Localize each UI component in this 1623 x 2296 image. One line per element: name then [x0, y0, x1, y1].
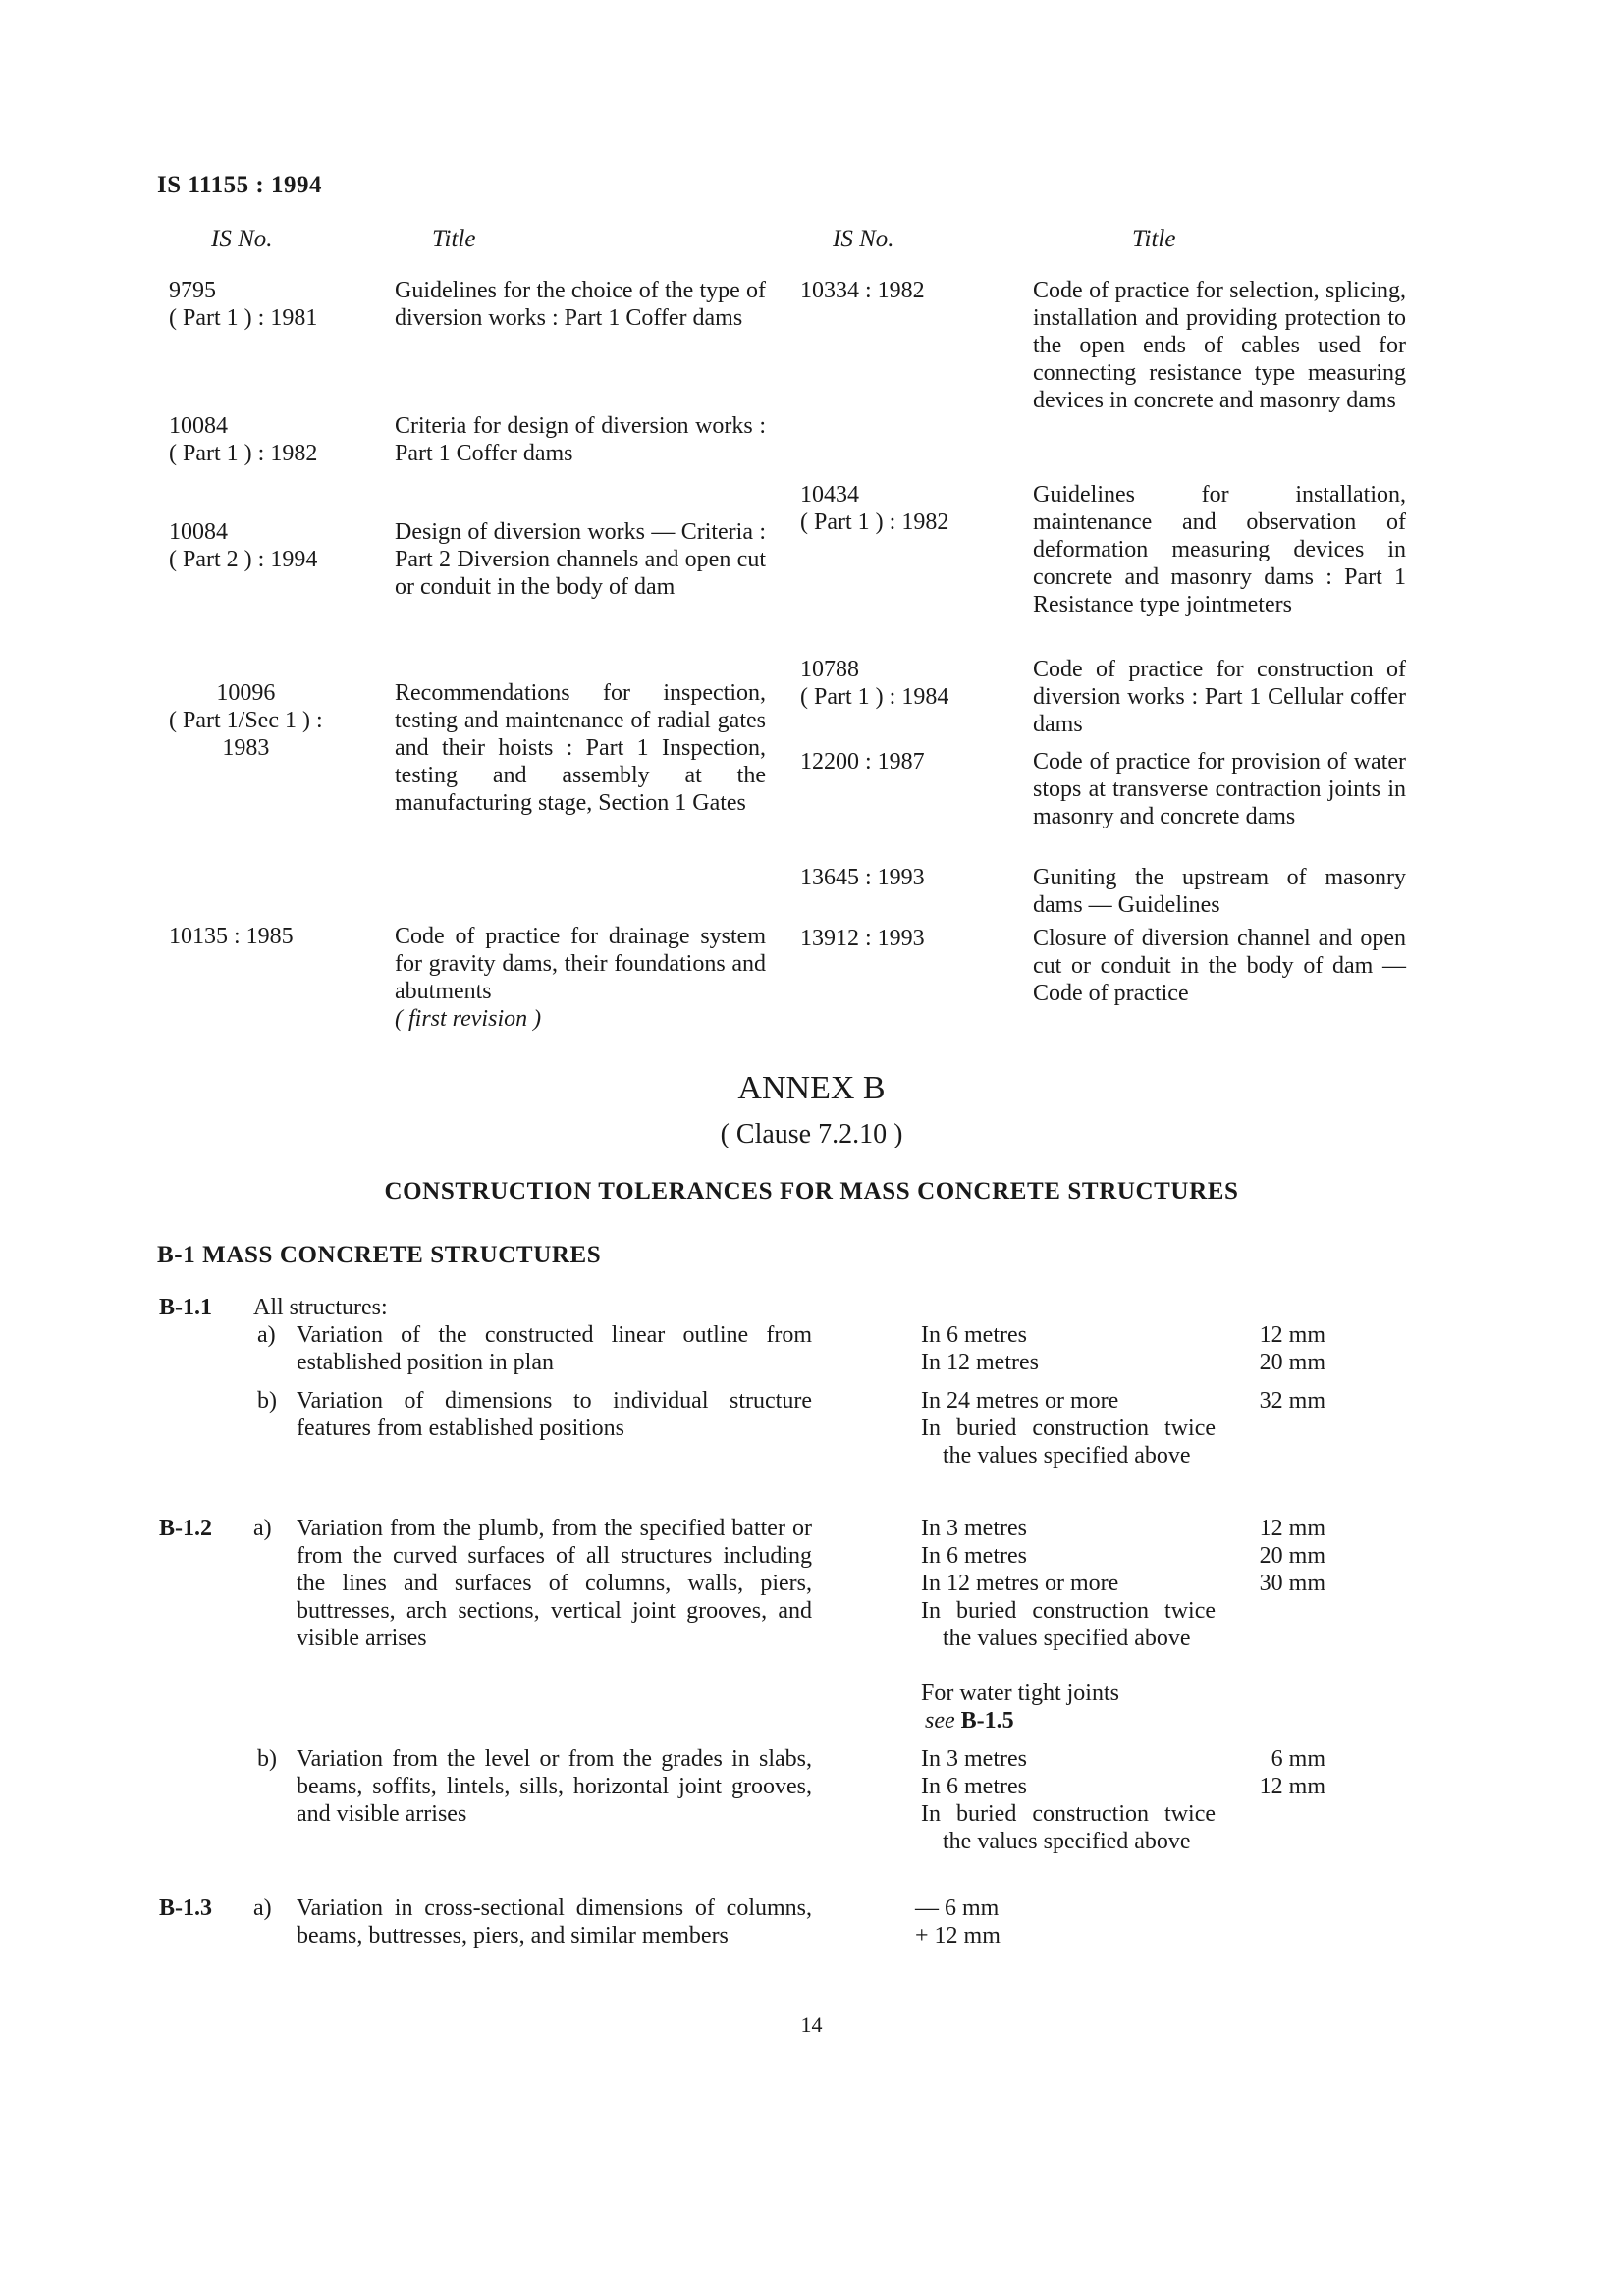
- left-isno-header: IS No.: [211, 226, 273, 252]
- annex-title: ANNEX B: [737, 1070, 886, 1106]
- item-text-b11a: Variation of the constructed linear outline from established position in plan: [297, 1322, 812, 1375]
- annex-heading: CONSTRUCTION TOLERANCES FOR MASS CONCRETE STRUCTURES: [384, 1178, 1239, 1204]
- ref-isno-13912: 13912 : 1993: [800, 926, 925, 951]
- cond-b12a-3: In 12 metres or more: [921, 1571, 1119, 1596]
- ref-title-13912: Closure of diversion channel and open cut or conduit in the body of dam — Code of practice: [1033, 926, 1406, 1006]
- revision-note: ( first revision ): [395, 1006, 542, 1032]
- clause-label-b13: B-1.3: [159, 1896, 212, 1921]
- ref-title-10096: Recommendations for inspection, testing and maintenance of radial gates and their hoists : Part 1 Inspection, testing and assembly at the manufacturing stage, Section 1 Gates: [395, 680, 766, 816]
- value-b13a-plus: + 12 mm: [915, 1923, 1001, 1949]
- cond-b12a-water: For water tight joints: [921, 1681, 1119, 1706]
- ref-isno-10135: 10135 : 1985: [169, 924, 294, 949]
- ref-title-12200: Code of practice for provision of water stops at transverse contraction joints in masonry and concrete dams: [1033, 749, 1406, 829]
- annex-clause: ( Clause 7.2.10 ): [720, 1119, 903, 1149]
- value-b12a-3: 30 mm: [1259, 1571, 1325, 1596]
- item-label-b12b: b): [257, 1746, 277, 1772]
- ref-isno-9795: 9795 ( Part 1 ) : 1981: [169, 278, 318, 331]
- right-title-header: Title: [1132, 226, 1176, 252]
- ref-title-10084-2: Design of diversion works — Criteria : Part 2 Diversion channels and open cut or conduit in the body of dam: [395, 519, 766, 600]
- cond-b12b-buried: In buried construction twice the values specified above: [921, 1801, 1216, 1854]
- cond-b11a-1: In 6 metres: [921, 1322, 1027, 1348]
- value-b13a-minus: — 6 mm: [915, 1896, 1000, 1921]
- item-text-b12b: Variation from the level or from the grades in slabs, beams, soffits, lintels, sills, horizontal joint grooves, and visible arrises: [297, 1746, 812, 1827]
- ref-isno-10334: 10334 : 1982: [800, 278, 925, 303]
- item-label-b11b: b): [257, 1388, 277, 1414]
- ref-title-10084-1: Criteria for design of diversion works : Part 1 Coffer dams: [395, 413, 766, 466]
- item-label-b12a: a): [253, 1516, 272, 1541]
- ref-title-10788: Code of practice for construction of diversion works : Part 1 Cellular coffer dams: [1033, 657, 1406, 737]
- clause-label-b12: B-1.2: [159, 1516, 212, 1541]
- ref-isno-10084-1: 10084 ( Part 1 ) : 1982: [169, 413, 318, 466]
- value-b11a-2: 20 mm: [1259, 1350, 1325, 1375]
- ref-title-13645: Guniting the upstream of masonry dams — Guidelines: [1033, 865, 1406, 918]
- ref-isno-10096: 10096 ( Part 1/Sec 1 ) : 1983: [169, 680, 323, 761]
- ref-isno-12200: 12200 : 1987: [800, 749, 925, 774]
- right-isno-header: IS No.: [833, 226, 894, 252]
- page-number: 14: [800, 2012, 823, 2037]
- cond-b12a-2: In 6 metres: [921, 1543, 1027, 1569]
- ref-title-10434: Guidelines for installation, maintenance and observation of deformation measuring devices in concrete and masonry dams : Part 1 Resistance type jointmeters: [1033, 482, 1406, 617]
- cond-b11b-buried: In buried construction twice the values specified above: [921, 1415, 1216, 1468]
- ref-isno-10788: 10788 ( Part 1 ) : 1984: [800, 657, 949, 710]
- ref-title-9795: Guidelines for the choice of the type of diversion works : Part 1 Coffer dams: [395, 278, 766, 331]
- ref-isno-10434: 10434 ( Part 1 ) : 1982: [800, 482, 949, 535]
- item-text-b13a: Variation in cross-sectional dimensions of columns, beams, buttresses, piers, and similar members: [297, 1896, 812, 1949]
- clause-intro-b11: All structures:: [253, 1295, 388, 1320]
- value-b11b-1: 32 mm: [1259, 1388, 1325, 1414]
- section-heading: B-1 MASS CONCRETE STRUCTURES: [157, 1242, 602, 1268]
- ref-title-10334: Code of practice for selection, splicing, installation and providing protection to the open ends of cables used for connecting resistance type measuring devices in concrete and masonry dams: [1033, 278, 1406, 413]
- cond-b12a-1: In 3 metres: [921, 1516, 1027, 1541]
- see-reference: see B-1.5: [925, 1708, 1014, 1734]
- item-label-b13a: a): [253, 1896, 272, 1921]
- item-text-b12a: Variation from the plumb, from the specified batter or from the curved surfaces of all structures including the lines and surfaces of columns, walls, piers, buttresses, arch sections, vertical joint grooves, and visible arrises: [297, 1516, 812, 1651]
- ref-isno-10084-2: 10084 ( Part 2 ) : 1994: [169, 519, 318, 572]
- clause-label-b11: B-1.1: [159, 1295, 212, 1320]
- value-b11a-1: 12 mm: [1259, 1322, 1325, 1348]
- cond-b11b-1: In 24 metres or more: [921, 1388, 1119, 1414]
- cond-b11a-2: In 12 metres: [921, 1350, 1039, 1375]
- ref-title-10135: Code of practice for drainage system for gravity dams, their foundations and abutments ( first revision ): [395, 924, 766, 1032]
- value-b12b-2: 12 mm: [1259, 1774, 1325, 1799]
- ref-isno-13645: 13645 : 1993: [800, 865, 925, 890]
- cond-b12b-1: In 3 metres: [921, 1746, 1027, 1772]
- left-title-header: Title: [432, 226, 476, 252]
- item-text-b11b: Variation of dimensions to individual structure features from established positions: [297, 1388, 812, 1441]
- value-b12b-1: 6 mm: [1271, 1746, 1325, 1772]
- see-reference-clause: B-1.5: [960, 1708, 1014, 1734]
- cond-b12a-buried: In buried construction twice the values specified above: [921, 1598, 1216, 1651]
- value-b12a-2: 20 mm: [1259, 1543, 1325, 1569]
- value-b12a-1: 12 mm: [1259, 1516, 1325, 1541]
- cond-b12b-2: In 6 metres: [921, 1774, 1027, 1799]
- item-label-b11a: a): [257, 1322, 276, 1348]
- document-id: IS 11155 : 1994: [157, 172, 322, 198]
